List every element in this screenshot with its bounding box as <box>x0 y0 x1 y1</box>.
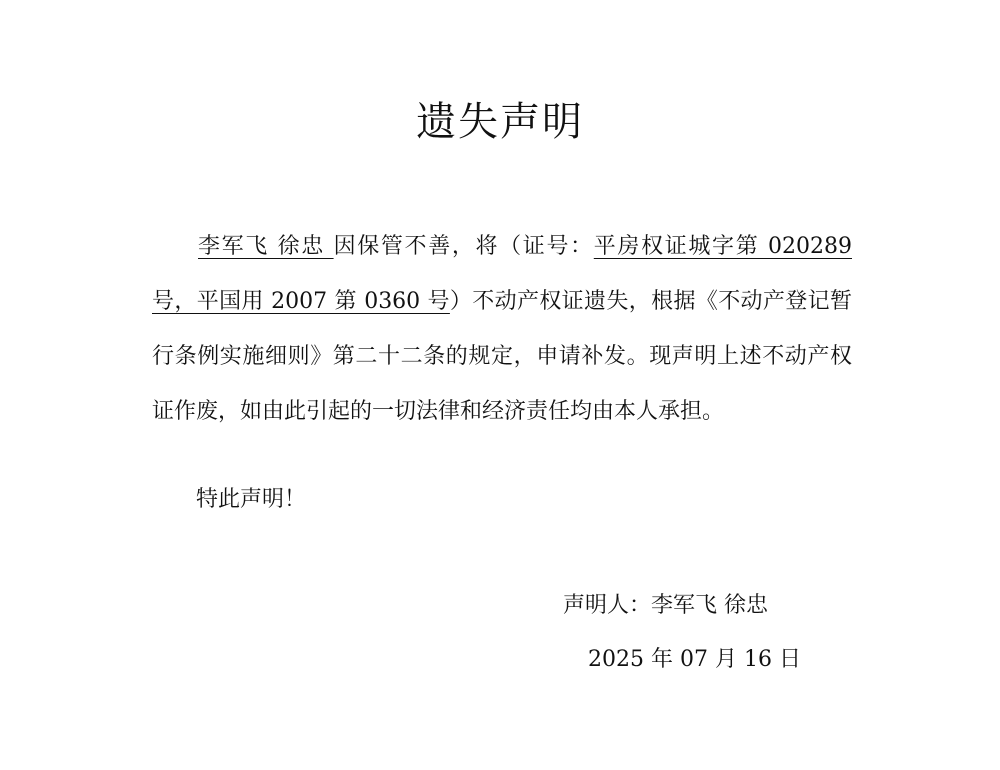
declarant-signature-line: 声明人：李军飞 徐忠 <box>563 593 768 618</box>
certificate-numbers: 平房权证城字第 020289 号，平国用 2007 第 0360 号 <box>152 234 852 314</box>
page-title: 遗失声明 <box>416 99 584 145</box>
body-text-part-1: 因保管不善，将（证号： <box>333 234 594 259</box>
notice-body <box>152 219 852 439</box>
declarant-names: 李军飞 徐忠 <box>198 234 334 259</box>
body-text-part-2: ）不动产权证遗失，根据《不动产登记暂行条例实施细则》第二十二条的规定，申请补发。现声明上述不动产权证作废，如由此引起的一切法律和经济责任均由本人承担。 <box>152 289 852 424</box>
declaration-date: 2025 年 07 月 16 日 <box>588 647 801 672</box>
closing-statement: 特此声明！ <box>196 487 307 512</box>
